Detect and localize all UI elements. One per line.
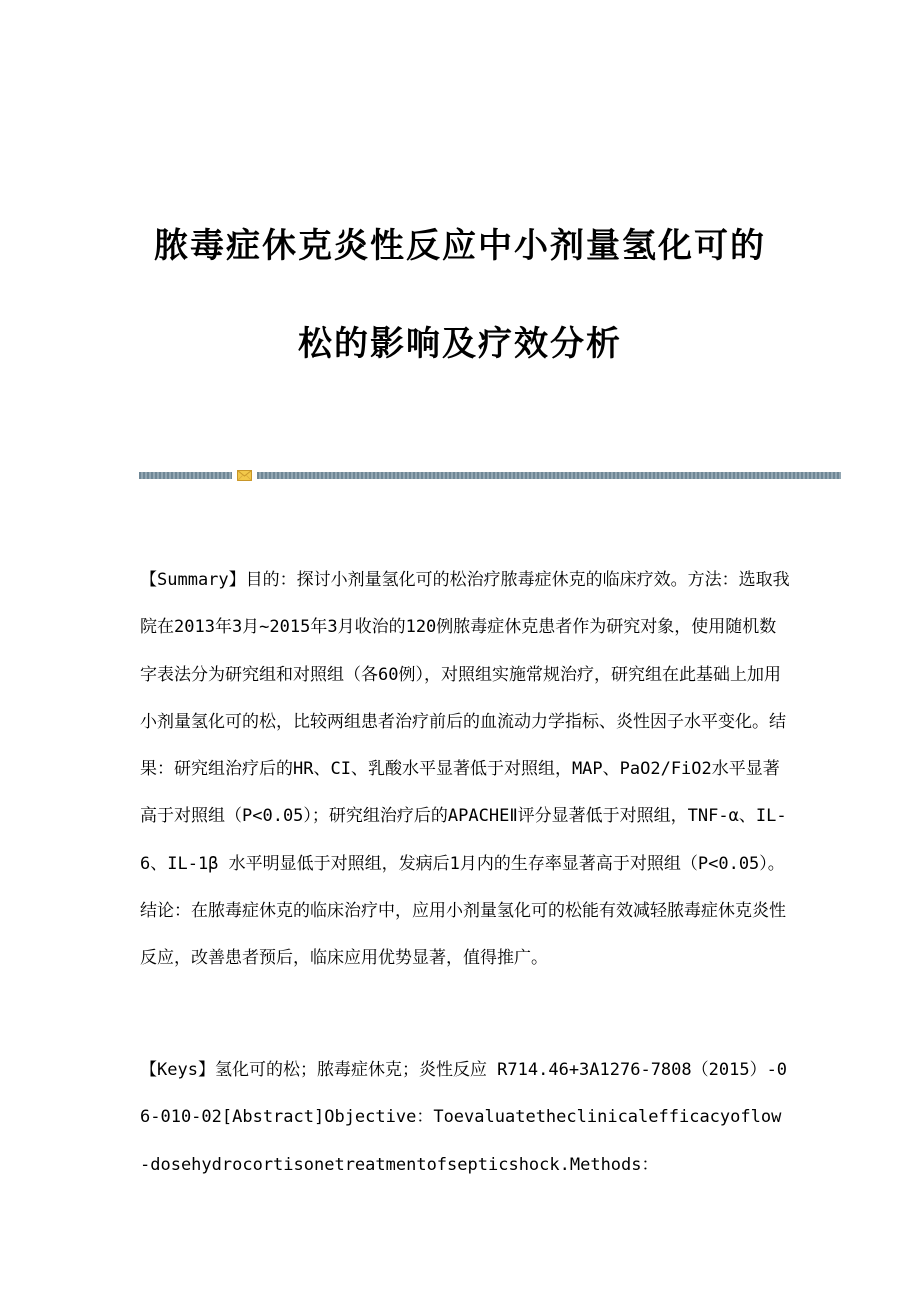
divider-bar-right <box>257 472 841 479</box>
document-title-line-1: 脓毒症休克炎性反应中小剂量氢化可的 <box>154 226 766 266</box>
summary-paragraph: 【Summary】目的：探讨小剂量氢化可的松治疗脓毒症休克的临床疗效。方法：选取我院在2013年3月~2015年3月收治的120例脓毒症休克患者作为研究对象，使用随机数字表法分为研究组和对照组（各60例），对照组实施常规治疗，研究组在此基础上加用小剂量氢化可的松，比较两组患者治疗前后的血流动力学指标、炎性因子水平变化。结果：研究组治疗后的HR、CI、乳酸水平显著低于对照组，MAP、PaO2/FiO2水平显著高于对照组（P<0.05）；研究组治疗后的APACHEⅡ评分显著低于对照组，TNF-α、IL-6、IL-1β 水平明显低于对照组，发病后1月内的生存率显著高于对照组（P<0.05）。结论：在脓毒症休克的临床治疗中，应用小剂量氢化可的松能有效减轻脓毒症休克炎性反应，改善患者预后，临床应用优势显著，值得推广。 <box>140 570 790 969</box>
document-title-line-2: 松的影响及疗效分析 <box>298 324 622 364</box>
title-divider <box>139 470 841 480</box>
keys-paragraph: 【Keys】氢化可的松；脓毒症休克；炎性反应 R714.46+3A1276-7808（2015）-06-010-02[Abstract]Objective：Toevaluatetheclinicalefficacyoflow-dosehydrocortisonetreatmentofsepticshock.Methods： <box>140 1060 788 1175</box>
divider-bar-left <box>139 472 232 479</box>
envelope-ornament-icon <box>237 470 252 481</box>
